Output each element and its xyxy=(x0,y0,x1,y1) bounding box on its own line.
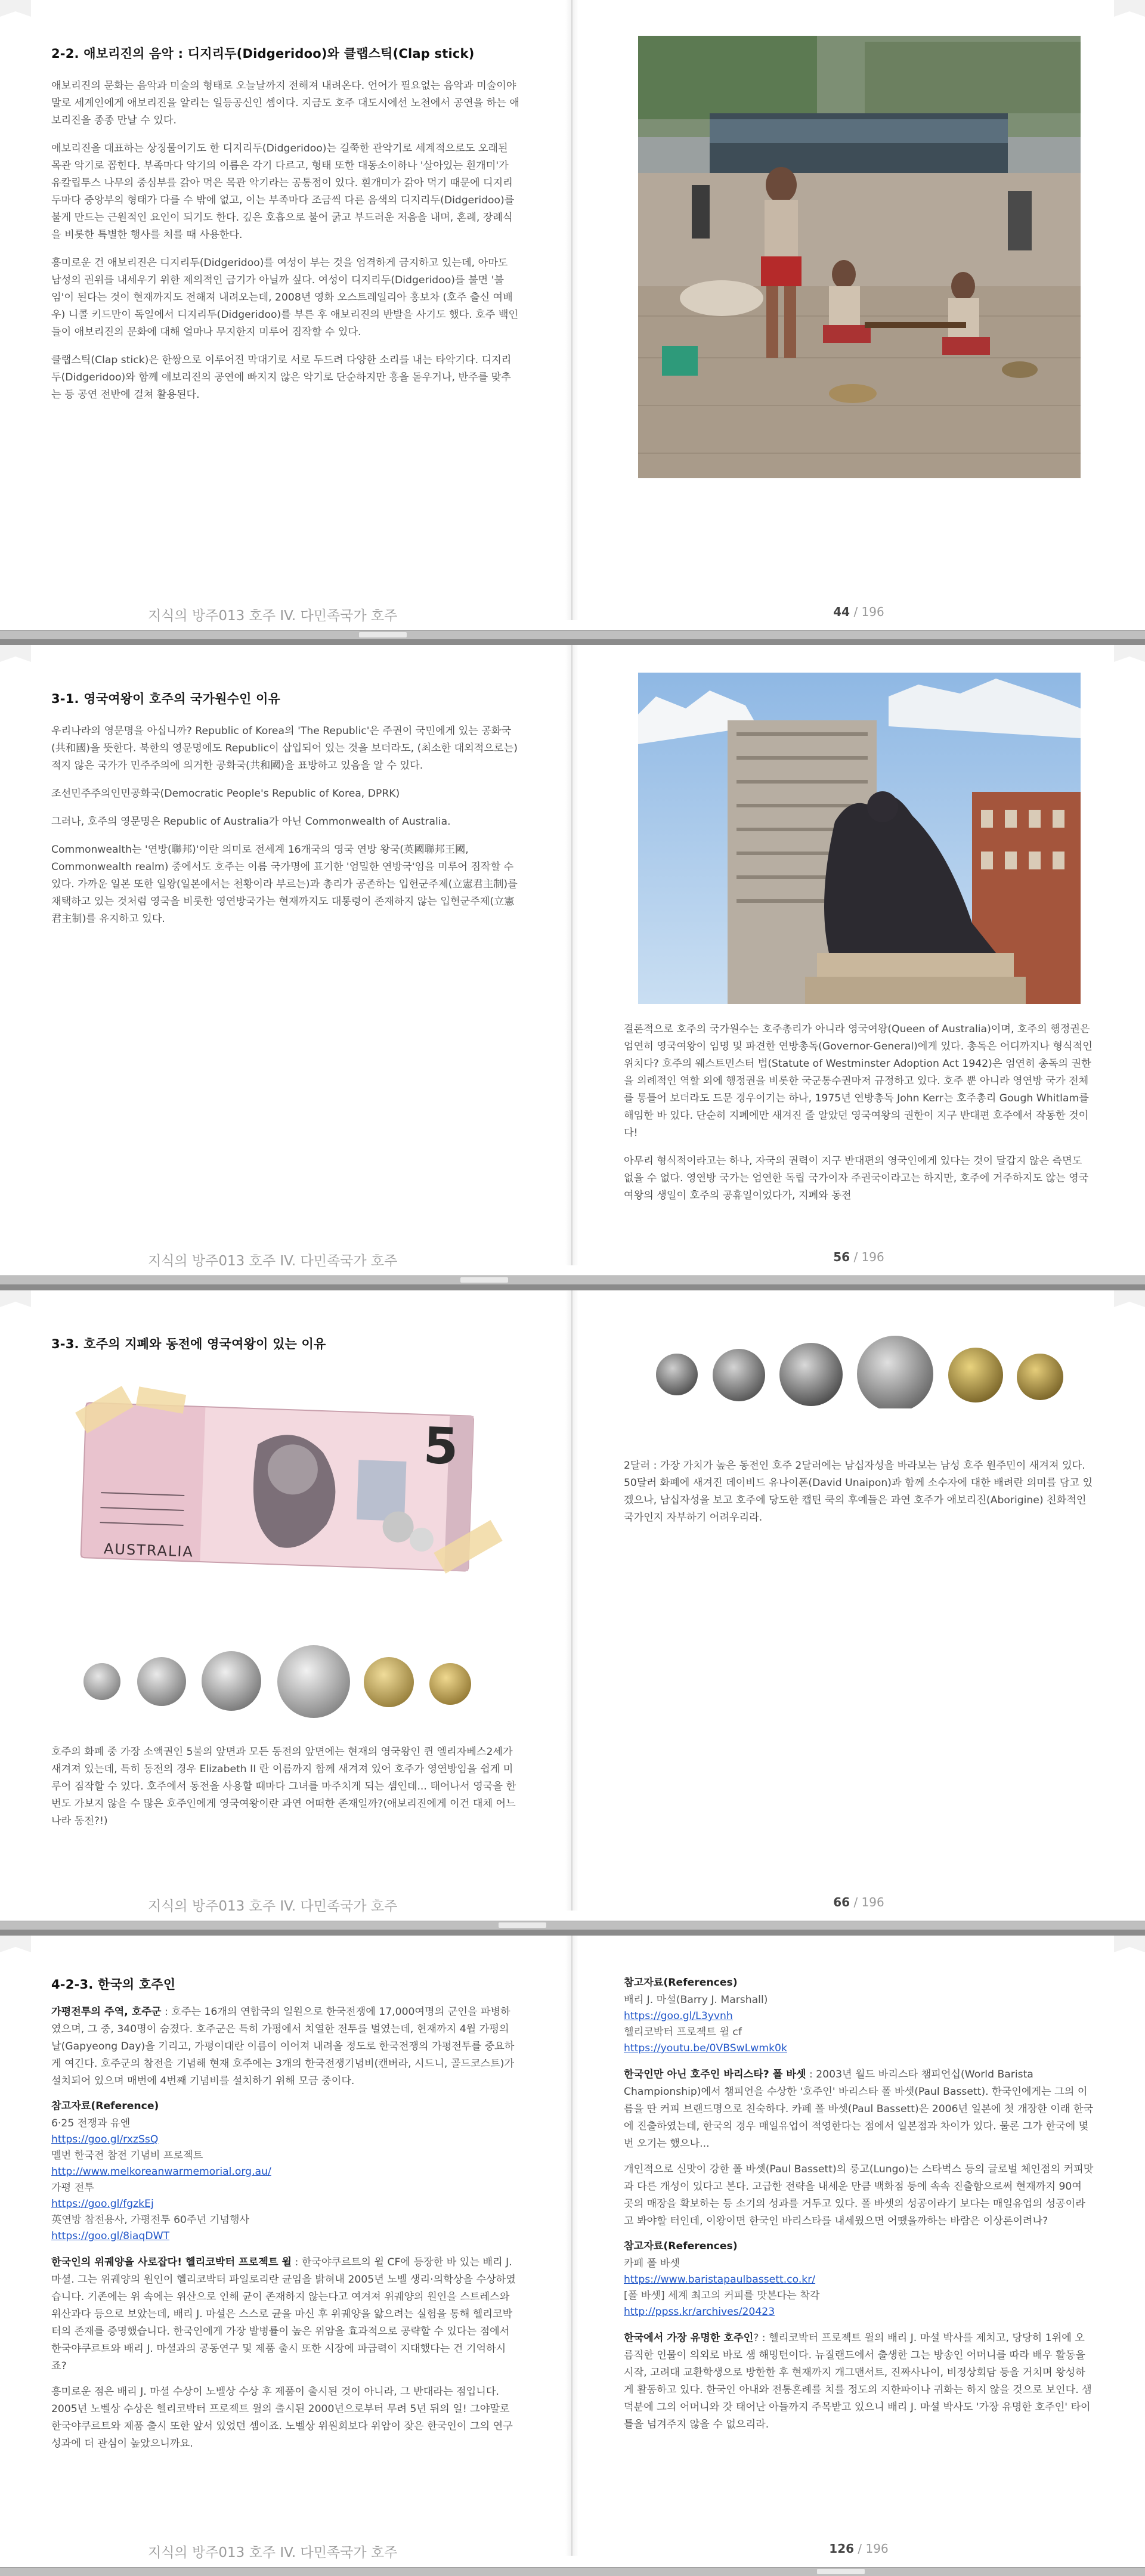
book-title-footer: 지식의 방주013 호주 IV. 다민족국가 호주 xyxy=(148,608,398,624)
spread-page-44 xyxy=(0,0,1145,639)
reference-link[interactable]: https://goo.gl/fgzkEj xyxy=(51,2198,154,2210)
paragraph: 클랩스틱(Clap stick)은 한쌍으로 이루어진 막대기로 서로 두드려 다양한 소리를 내는 타악기다. 디지리두(Didgeridoo)와 함께 애보리진의 공연에 빠지지 않은 악기로 단순하지만 흥을 돋우거나, 반주를 맞추는 등 공연 전반에 걸쳐 활용된다. xyxy=(51,354,512,401)
paragraph xyxy=(51,2004,520,2090)
total-pages: 196 xyxy=(861,1895,884,1909)
banknote-country: AUSTRALIA xyxy=(103,1540,194,1561)
paragraph xyxy=(51,2254,520,2375)
spread-page-126 xyxy=(0,1936,1145,2576)
scroll-thumb[interactable] xyxy=(460,1277,508,1283)
banknote-denomination: 5 xyxy=(422,1416,460,1476)
australian-coins-row-photo xyxy=(78,1630,495,1720)
paragraph-body: ? : 헬리코박터 프로젝트 윌의 배리 J. 마셜 박사를 제치고, 당당히 1위에 오름직한 인물이 의외로 바로 샘 해밍턴이다. 뉴질랜드에서 출생한 그는 방송인 어머니를 따라 배우 활동을 시작, 고려대 교환학생으로 방한한 후 현재까지 개그맨서트, 진짜사나이, 비정상회담 등을 거치며 왕성하게 활동하고 있다. 한국인 아내와 전통혼례를 치를 정도의 지한파이나 귀화는 하지 않을 것으로 보인다. 샘 덕분에 그의 어머니와 갓 태어난 아들까지 주목받고 있으니 배리 J. 마셜 박사도 '가장 유명한 호주인' 타이틀을 넘겨주지 않을 수 없으리라. xyxy=(624,2332,1092,2431)
paragraph: Commonwealth는 '연방(聯邦)'이란 의미로 전세계 16개국의 영국 연방 왕국(英國聯邦王國, Commonwealth realm) 중에서도 호주는 이름 국가명에 표기한 '엄밀한 연방국'임을 미루어 짐작할 수 있다. 가까운 일본 또한 일왕(일본에서는 천황이라 부르는)과 총리가 공존하는 입헌군주제(立憲君主制)를 채택하고 있는 것처럼 영국을 비롯한 영연방국가는 현재까지도 대통령이 존재하지 않는 입헌군주제(立憲君主制)를 유지하고 있다. xyxy=(51,844,518,925)
reference-link[interactable]: https://goo.gl/8iaqDWT xyxy=(51,2230,170,2242)
scroll-thumb[interactable] xyxy=(817,2569,865,2574)
reference-link[interactable]: http://ppss.kr/archives/20423 xyxy=(624,2306,775,2318)
page-number: 56 / 196 xyxy=(833,1250,884,1264)
current-page: 56 xyxy=(833,1250,850,1264)
paragraph-body: : 2003년 월드 바리스타 챔피언십(World Barista Championship)에서 챔피언을 수상한 '호주인' 바리스타 폴 바셋(Paul Bassett). 한국인에게는 그의 이름을 딴 커피 브랜드명으로 친숙하다. 카페 폴 바셋(Paul Bassett)은 2006년 일본에 첫 개장한 이래 한국에 진출하였는데, 한국의 경우 매일유업이 적영한다는 점에서 일본점과 차이가 있다. 물론 그가 한국에 몇 번 오기는 했으나... xyxy=(624,2069,1094,2150)
scroll-thumb[interactable] xyxy=(499,1922,546,1928)
page-scrollbar[interactable] xyxy=(0,2567,1145,2576)
australian-5-dollar-banknote-photo xyxy=(66,1386,507,1583)
page-scrollbar[interactable] xyxy=(0,1921,1145,1930)
paragraph: 애보리진의 문화는 음악과 미술의 형태로 오늘날까지 전해져 내려온다. 언어가 필요없는 음악과 미술이야말로 세계인에게 애보리진을 알리는 일등공신인 셈이다. 지금도 호주 대도시에선 노천에서 공연을 하는 애보리진을 종종 만날 수 있다. xyxy=(51,80,519,126)
right-page xyxy=(572,0,1145,620)
page-number: 44 / 196 xyxy=(833,605,884,619)
left-page xyxy=(0,645,571,1269)
paragraph: 개인적으로 신맛이 강한 폴 바셋(Paul Bassett)의 룽고(Lungo)는 스타벅스 등의 글로벌 체인점의 커피맛과 다른 개성이 있다고 본다. 고급한 전략을 내세운 만큼 백화점 등에 속속 진출함으로써 현재까지 90여 곳의 매장을 확보하는 등 소기의 성과를 거두고 있다. 폴 바셋의 성공이라기 보다는 매일유업의 성공이라고 봐야할 터인데, 이왕이면 한국인 바리스타를 내세웠으면 어땠을까하는 바람은 이상론이려나? xyxy=(624,2163,1094,2227)
reference-block xyxy=(624,2238,1094,2320)
paragraph: 조선민주주의인민공화국(Democratic People's Republic of Korea, DPRK) xyxy=(51,788,400,800)
reference-title: 헬리코박터 프로젝트 윌 cf xyxy=(624,2026,742,2038)
current-page: 44 xyxy=(833,605,850,619)
paragraph xyxy=(624,2066,1094,2153)
reference-link[interactable]: https://goo.gl/L3yvnh xyxy=(624,2010,733,2022)
section-heading: 3-3. 호주의 지폐와 동전에 영국여왕이 있는 이유 xyxy=(51,1337,326,1351)
page-scrollbar[interactable] xyxy=(0,1275,1145,1284)
left-page xyxy=(0,1290,571,1914)
paragraph: 결론적으로 호주의 국가원수는 호주총리가 아니라 영국여왕(Queen of Australia)이며, 호주의 행정권은 엄연히 영국여왕이 임명 및 파견한 연방총독(Governor-General)에게 있다. 총독은 어디까지나 형식적인 위치다? 호주의 웨스트민스터 법(Statute of Westminster Adoption Act 1942)은 엄연히 총독의 권한을 의례적인 역할 외에 행정권을 비롯한 국군통수권마저 규정하고 있다. 호주 뿐 아니라 영연방 국가 전체를 통틀어 보더라도 드문 경우이기는 하나, 1975년 연방총독 John Kerr는 호주총리 Gough Whitlam를 해임한 바 있다. 단순히 지폐에만 새겨진 줄 알았던 영국여왕의 권한이 지구 반대편 호주에서 작동한 것이다! xyxy=(624,1023,1093,1139)
reference-title: 가평 전투 xyxy=(51,2182,94,2194)
page-number: 126 / 196 xyxy=(829,2541,889,2556)
paragraph: 2달러 : 가장 가치가 높은 동전인 호주 2달러에는 남십자성을 바라보는 남성 호주 원주민이 새겨져 있다. 50달러 화폐에 새겨진 데이비드 유나이폰(David Unaipon)과 함께 소수자에 대한 배려란 의미를 담고 있겠으나, 남십자성을 보고 호주에 당도한 캡틴 쿡의 후예들은 과연 호주가 애보리진(Aborigine) 친화적인 국가인지 자부하기 어려우리라. xyxy=(624,1460,1093,1524)
paragraph-lead: 가평전투의 주역, 호주군 xyxy=(51,2006,162,2018)
reference-label: 참고자료(References) xyxy=(624,1977,738,1989)
reference-label: 참고자료(References) xyxy=(624,2240,738,2252)
paragraph-lead: 한국인만 아닌 호주인 바리스타? 폴 바셋 xyxy=(624,2069,806,2080)
reference-title: 카페 폴 바셋 xyxy=(624,2258,680,2270)
reference-link[interactable]: https://youtu.be/0VBSwLwmk0k xyxy=(624,2042,787,2054)
spread-page-66 xyxy=(0,1290,1145,1930)
total-pages: 196 xyxy=(865,2541,889,2556)
paragraph-body: : 한국야쿠르트의 윌 CF에 등장한 바 있는 배리 J. 마셜. 그는 위궤양의 원인이 헬리코박터 파일로리란 균임을 밝혀내 2005년 노벨 생리·의학상을 수상하였습니다. 기존에는 위 속에는 위산으로 인해 균이 존재하지 않는다고 여겨져 위궤양의 원인을 스트레스와 위산과다 등으로 보았는데, 배리 J. 마셜은 스스로 균을 마신 후 위궤양을 앓으려는 실험을 통해 헬리코박터의 존재를 증명했습니다. 한국인에게 가장 발병률이 높은 위암을 효과적으로 공략할 수 있다는 점에서 한국야쿠르트와 배리 J. 마셜과의 공동연구 및 제품 출시 또한 시장에 파급력이 지대했다는 건 기억하시죠? xyxy=(51,2256,516,2372)
right-page xyxy=(572,1290,1145,1911)
aboriginal-performers-photo xyxy=(638,36,1081,478)
book-title-footer: 지식의 방주013 호주 IV. 다민족국가 호주 xyxy=(148,1253,398,1269)
queen-victoria-statue-photo xyxy=(638,673,1081,1004)
reference-title: 멜번 한국전 참전 기념비 프로젝트 xyxy=(51,2150,203,2162)
right-page xyxy=(572,645,1145,1265)
spread-page-56 xyxy=(0,645,1145,1284)
section-heading: 4-2-3. 한국의 호주인 xyxy=(51,1977,176,1992)
book-title-footer: 지식의 방주013 호주 IV. 다민족국가 호주 xyxy=(148,1899,398,1914)
scroll-thumb[interactable] xyxy=(359,632,407,637)
paragraph: 우리나라의 영문명을 아십니까? Republic of Korea의 'The Republic'은 주권이 국민에게 있는 공화국(共和國)을 뜻한다. 북한의 영문명에도 Republic이 삽입되어 있는 것을 보더라도, (최소한 대외적으로는) 적지 않은 국가가 민주주의에 의거한 공화국(共和國)을 표방하고 있음을 알 수 있다. xyxy=(51,725,518,772)
section-heading: 2-2. 애보리진의 음악 : 디지리두(Didgeridoo)와 클랩스틱(Clap stick) xyxy=(51,47,475,61)
paragraph-lead: 한국에서 가장 유명한 호주인 xyxy=(624,2332,754,2344)
paragraph xyxy=(624,2330,1094,2433)
page-scrollbar[interactable] xyxy=(0,630,1145,639)
reference-link[interactable]: https://goo.gl/rxzSsQ xyxy=(51,2134,159,2145)
total-pages: 196 xyxy=(861,1250,884,1264)
australian-coins-row-photo xyxy=(656,1325,1073,1408)
right-page xyxy=(572,1936,1145,2556)
paragraph: 그러나, 호주의 영문명은 Republic of Australia가 아닌 Commonwealth of Australia. xyxy=(51,816,451,828)
reference-title: 英연방 참전용사, 가평전투 60주년 기념행사 xyxy=(51,2214,250,2226)
reference-link[interactable]: http://www.melkoreanwarmemorial.org.au/ xyxy=(51,2166,271,2178)
left-page xyxy=(0,0,571,624)
book-title-footer: 지식의 방주013 호주 IV. 다민족국가 호주 xyxy=(148,2545,398,2560)
reference-block xyxy=(51,2098,520,2244)
current-page: 66 xyxy=(833,1895,850,1909)
paragraph: 흥미로운 건 애보리진은 디지리두(Didgeridoo)를 여성이 부는 것을 엄격하게 금지하고 있는데, 아마도 남성의 권위를 내세우기 위한 제의적인 금기가 아닐까 싶다. 여성이 디지리두(Didgeridoo)를 불면 '불임'이 된다는 것이 현재까지도 전해져 내려오는데, 2008년 영화 오스트레일리아 홍보차 (호주 출신 여배우) 니콜 키드만이 독일에서 디지리두(Didgeridoo)를 부른 후 애보리진의 반발을 사기도 했다. 호주 백인들이 애보리진의 문화에 대해 얼마나 무지한지 미루어 짐작할 수 있다. xyxy=(51,257,519,338)
paragraph-lead: 한국인의 위궤양을 사로잡다! 헬리코박터 프로젝트 윌 xyxy=(51,2256,292,2268)
reference-label: 참고자료(Reference) xyxy=(51,2100,159,2112)
paragraph: 흥미로운 점은 배리 J. 마셜 수상이 노벨상 수상 후 제품이 출시된 것이 아니라, 그 반대라는 점입니다. 2005년 노벨상 수상은 헬리코박터 프로젝트 윌의 출시된 2000년으로부터 무려 5년 뒤의 일! 그야말로 한국야쿠르트와 제품 출시 또한 앞서 있었던 셈이죠. 노벨상 위원회보다 위암이 잦은 한국인이 그의 연구성과에 더 관심이 높았으니까요. xyxy=(51,2386,513,2450)
section-heading: 3-1. 영국여왕이 호주의 국가원수인 이유 xyxy=(51,692,281,706)
paragraph: 아무리 형식적이라고는 하나, 자국의 권력이 지구 반대편의 영국인에게 있다는 것이 달갑지 않은 측면도 없을 수 없다. 영연방 국가는 엄연한 독립 국가이자 주권국이라고는 하지만, 호주에 거주하지도 않는 영국여왕의 생일이 호주의 공휴일이었다가, 지폐와 동전 xyxy=(624,1155,1089,1202)
reference-title: 배리 J. 마셜(Barry J. Marshall) xyxy=(624,1994,768,2006)
reference-title: [폴 바셋] 세계 최고의 커피를 맛본다는 착각 xyxy=(624,2290,820,2302)
paragraph: 애보리진을 대표하는 상징물이기도 한 디지리두(Didgeridoo)는 길쭉한 관악기로 세계적으로도 오래된 목관 악기로 꼽힌다. 부족마다 악기의 이름은 각기 다르고, 형태 또한 대동소이하나 '살아있는 흰개미'가 유칼립투스 나무의 중심부를 갉아 먹은 목관 악기라는 공통점이 있다. 흰개미가 갉아 먹기 때문에 디지리두마다 중앙부의 형태가 다를 수 밖에 없고, 이는 부족마다 조금씩 다른 음색의 디지리두(Didgeridoo)를 불게 만드는 근원적인 요인이 되기도 한다. 깊은 호흡으로 불어 굵고 부드러운 저음을 내며, 혼례, 장례식을 비롯한 특별한 행사를 처를 때 사용한다. xyxy=(51,143,515,241)
reference-block xyxy=(624,1975,1094,2057)
page-number: 66 / 196 xyxy=(833,1895,884,1909)
reference-link[interactable]: https://www.baristapaulbassett.co.kr/ xyxy=(624,2274,816,2286)
current-page: 126 xyxy=(829,2541,855,2556)
total-pages: 196 xyxy=(861,605,884,619)
left-page xyxy=(0,1936,571,2560)
paragraph-body: : 호주는 16개의 연합국의 일원으로 한국전쟁에 17,000여명의 군인을 파병하였으며, 그 중, 340명이 숨졌다. 호주군은 특히 가평에서 치열한 전투를 벌였는데, 현재까지 4월 가평의 날(Gapyeong Day)을 기리고, 가평이대란 이름이 이어져 내려올 정도로 한국전쟁의 가평전투를 중요하게 여긴다. 호주군의 참전을 기념해 현재 호주에는 3개의 한국전쟁기념비(캔버라, 시드니, 골드코스트)가 설치되어 있으며 매번에 4번째 기념비를 설치하기 위해 모금 중이다. xyxy=(51,2006,515,2087)
paragraph: 호주의 화폐 중 가장 소액권인 5불의 앞면과 모든 동전의 앞면에는 현재의 영국왕인 퀸 엘리자베스2세가 새겨져 있는데, 특히 동전의 경우 Elizabeth II 란 이름까지 함께 새겨져 있어 호주가 영연방임을 쉽게 미루어 짐작할 수 있다. 호주에서 동전을 사용할 때마다 그녀를 마주치게 되는 셈인데... 태어나서 영국을 한번도 가보지 않을 수 많은 호주인에게 영국여왕이란 과연 어떠한 존재일까?(애보리진에게 이건 대체 어느나라 동전?!) xyxy=(51,1746,516,1827)
reference-title: 6·25 전쟁과 유엔 xyxy=(51,2117,131,2129)
